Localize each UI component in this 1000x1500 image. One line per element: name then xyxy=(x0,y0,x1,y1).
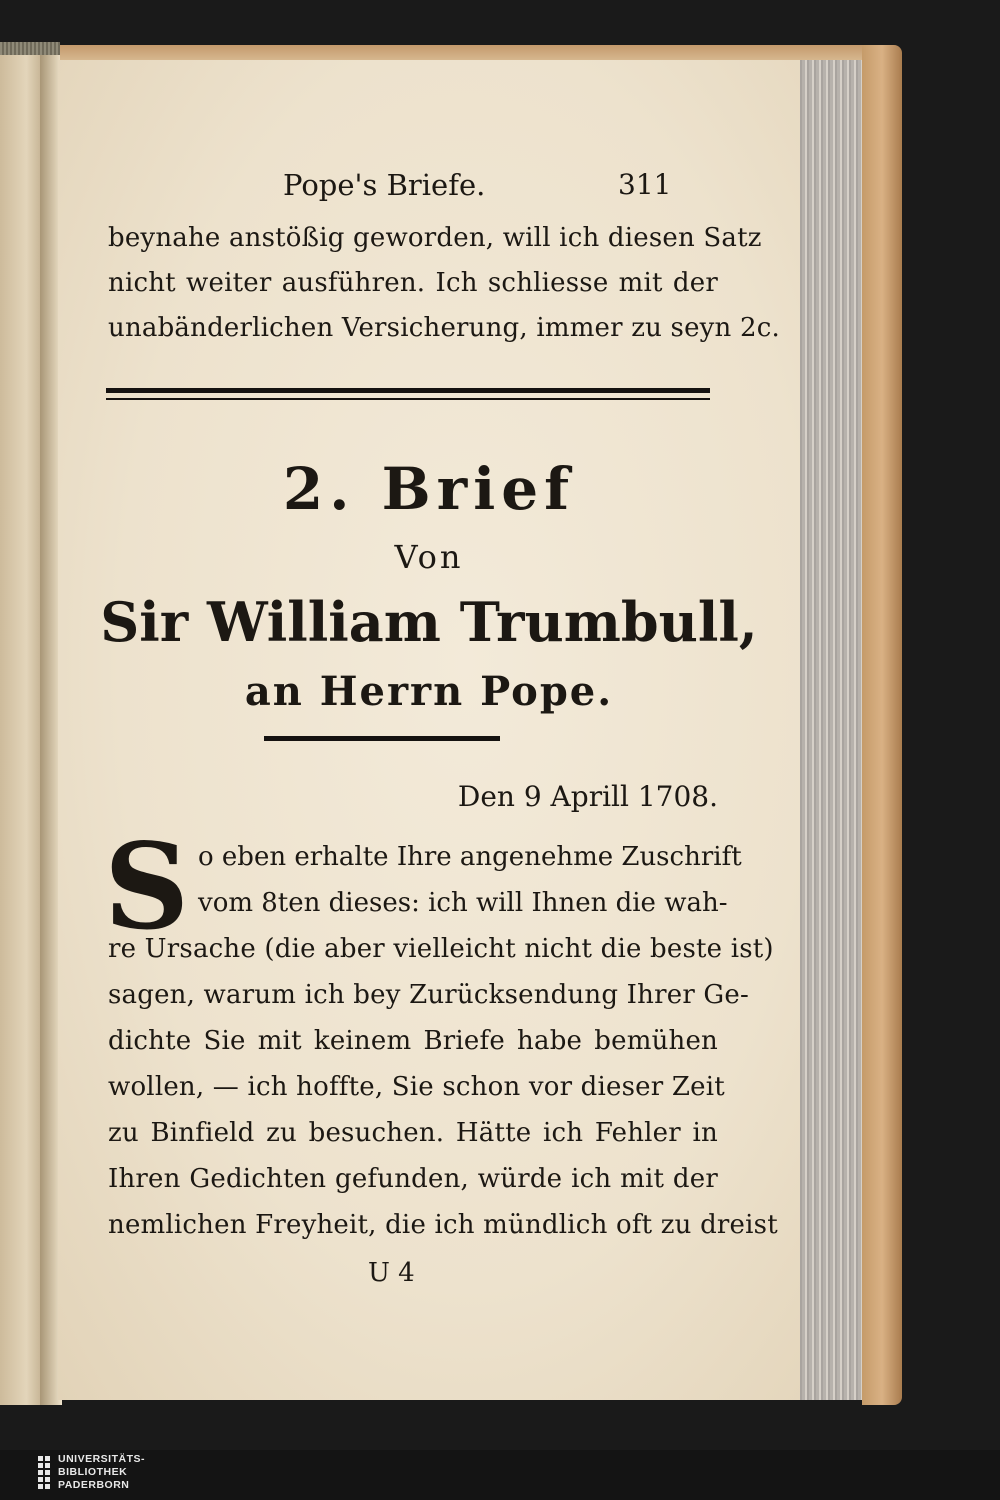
library-logo-icon xyxy=(38,1452,52,1496)
library-name-line: PADERBORN xyxy=(58,1479,130,1491)
letter-date: Den 9 Aprill 1708. xyxy=(457,780,718,813)
continuation-line: unabänderlichen Versicherung, immer zu seyn 2c. xyxy=(108,313,780,343)
paragraph-line: dichte Sie mit keinem Briefe habe bemühen xyxy=(108,1026,718,1056)
paragraph-line: o eben erhalte Ihre angenehme Zuschrift xyxy=(198,842,742,872)
book-page xyxy=(58,60,800,1400)
section-rule-thick xyxy=(106,388,710,393)
section-rule-thin xyxy=(106,398,710,400)
paragraph-line: sagen, warum ich bey Zurücksendung Ihrer Ge- xyxy=(108,980,749,1010)
title-rule xyxy=(264,736,500,741)
letter-title: 2. Brief xyxy=(282,455,576,523)
signature-mark: U 4 xyxy=(368,1258,415,1288)
library-name-line: BIBLIOTHEK xyxy=(58,1466,128,1478)
paragraph-line: zu Binfield zu besuchen. Hätte ich Fehler in xyxy=(108,1118,718,1148)
paragraph-line: Ihren Gedichten gefunden, würde ich mit der xyxy=(108,1164,718,1194)
library-name-line: UNIVERSITÄTS- xyxy=(58,1453,146,1465)
continuation-line: beynahe anstößig geworden, will ich diesen Satz xyxy=(108,223,762,253)
cover-right-edge xyxy=(862,45,902,1405)
paragraph-line: re Ursache (die aber vielleicht nicht die beste ist) xyxy=(108,934,774,964)
letter-recipient: an Herrn Pope. xyxy=(244,668,614,715)
paragraph-line: vom 8ten dieses: ich will Ihnen die wah- xyxy=(198,888,728,918)
paragraph-line: wollen, — ich hoffte, Sie schon vor dieser Zeit xyxy=(108,1072,725,1102)
page-number: 311 xyxy=(618,168,672,201)
paragraph-line: nemlichen Freyheit, die ich mündlich oft zu dreist xyxy=(108,1210,778,1240)
drop-cap: S xyxy=(104,817,190,956)
library-footer xyxy=(0,1450,1000,1500)
continuation-line: nicht weiter ausführen. Ich schliesse mit der xyxy=(108,268,718,298)
from-label: Von xyxy=(394,538,464,576)
running-head: Pope's Briefe. xyxy=(283,168,486,202)
letter-author: Sir William Trumbull, xyxy=(100,590,758,654)
page-block-edges xyxy=(795,60,868,1400)
